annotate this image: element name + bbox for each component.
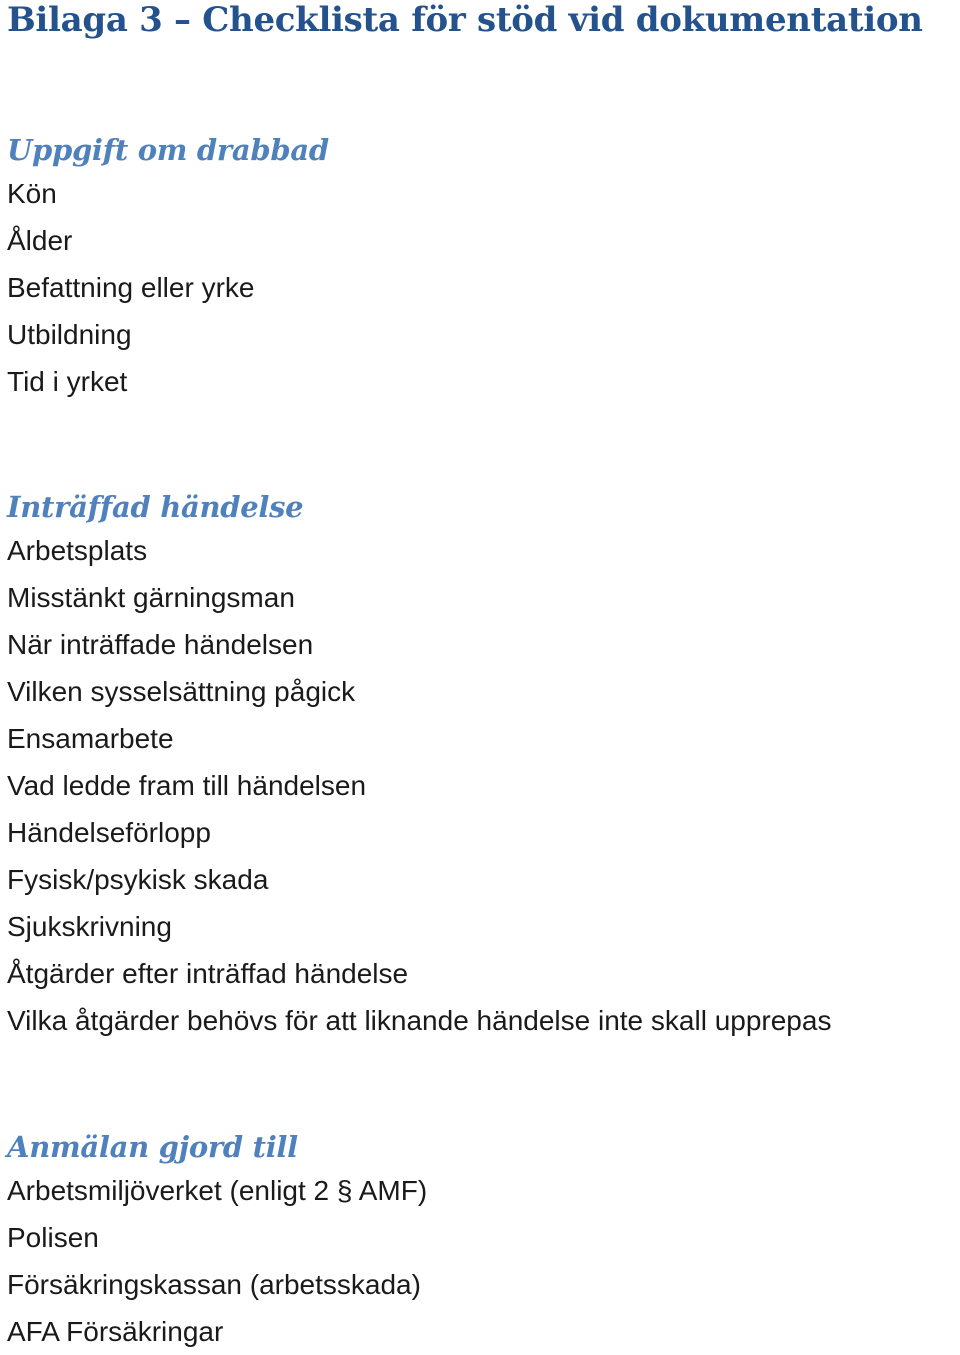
checklist-item: Försäkringskassan (arbetsskada) [7,1269,421,1300]
section-report-made-to [7,1127,427,1355]
checklist-item: Ålder [7,225,73,256]
checklist-item: Arbetsplats [7,535,148,566]
checklist-item: Polisen [7,1222,99,1253]
section-heading: Anmälan gjord till [7,1130,298,1164]
checklist-item: Tid i yrket [7,366,128,397]
checklist-item: Kön [7,178,57,209]
checklist [7,1167,427,1355]
checklist-item: Vad ledde fram till händelsen [7,770,367,801]
checklist-item: Sjukskrivning [7,911,172,942]
document-title: Bilaga 3 – Checklista för stöd vid dokumentation [7,0,923,40]
checklist-item: AFA Försäkringar [7,1316,224,1347]
checklist-item: Vilken sysselsättning pågick [7,676,356,707]
checklist-item: Befattning eller yrke [7,272,255,303]
checklist [7,527,831,1044]
checklist-item: Misstänkt gärningsman [7,582,295,613]
section-incident [7,487,831,1044]
checklist-item: Fysisk/psykisk skada [7,864,269,895]
section-heading: Inträffad händelse [7,490,304,524]
checklist-item: Arbetsmiljöverket (enligt 2 § AMF) [7,1175,428,1206]
checklist-item: Åtgärder efter inträffad händelse [7,958,409,989]
checklist-item: Utbildning [7,319,132,350]
checklist-item: Ensamarbete [7,723,174,754]
checklist-item: Vilka åtgärder behövs för att liknande händelse inte skall upprepas [7,1005,832,1036]
section-heading: Uppgift om drabbad [7,133,329,167]
checklist-item: När inträffade händelsen [7,629,314,660]
section-victim-info [7,130,329,405]
checklist-item: Händelseförlopp [7,817,211,848]
checklist [7,170,329,405]
